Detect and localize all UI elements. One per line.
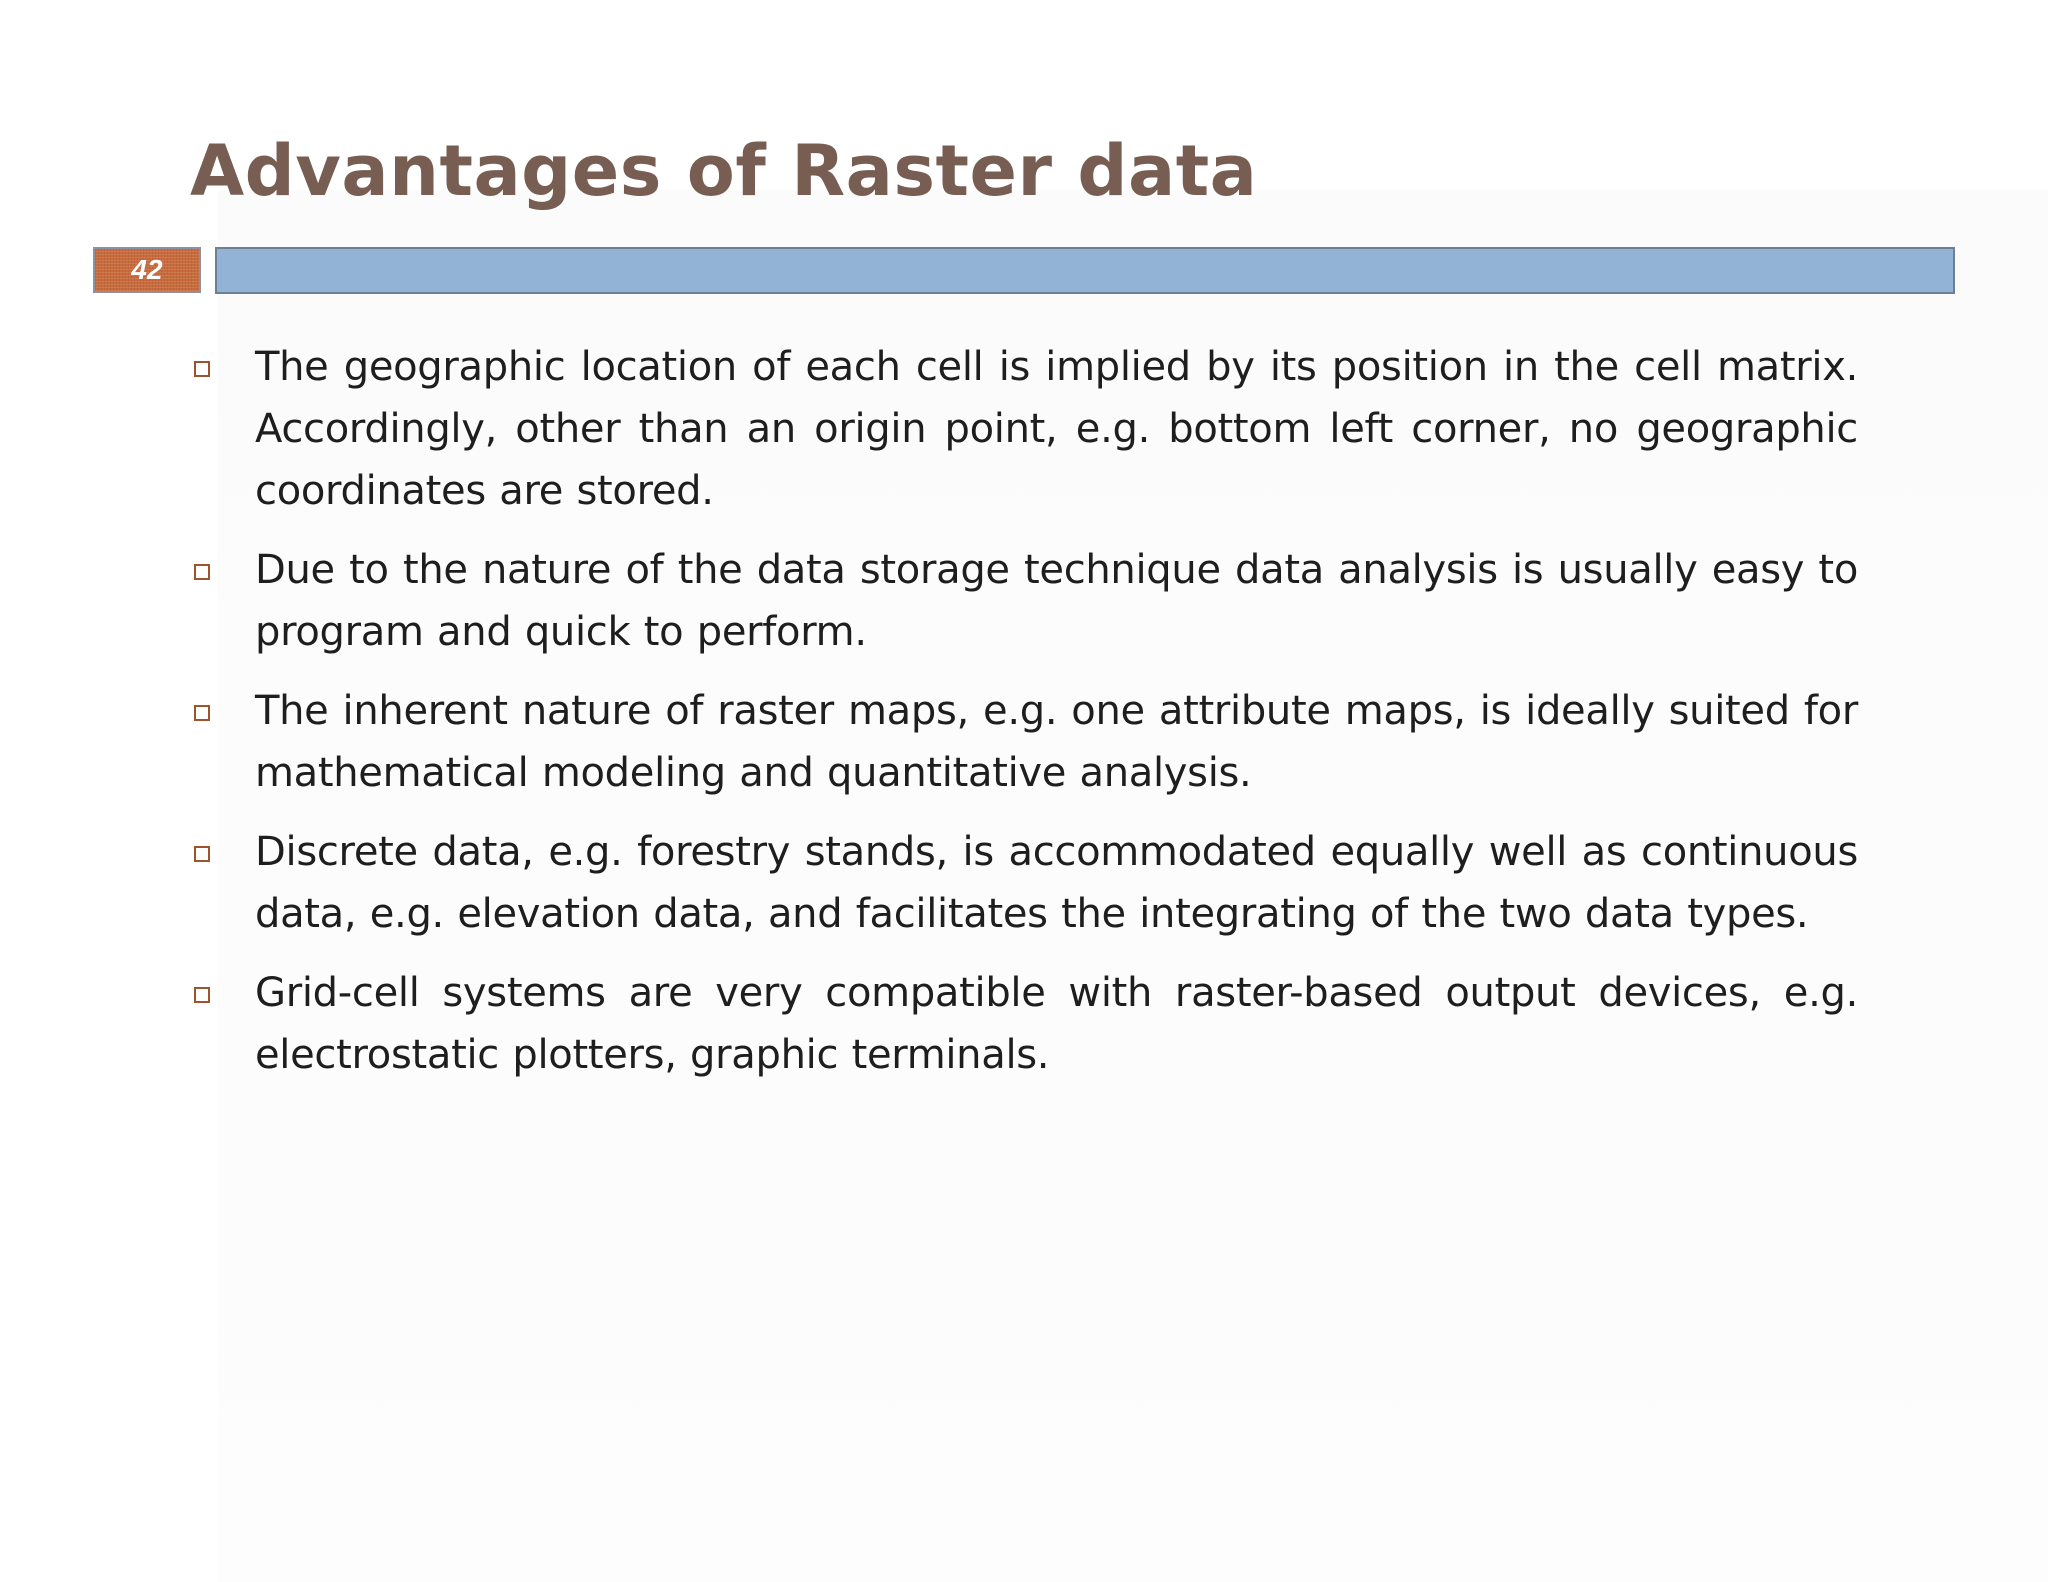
hollow-square-icon <box>194 361 210 377</box>
hollow-square-icon <box>194 564 210 580</box>
bullet-item <box>190 962 1858 1086</box>
bullet-text: The geographic location of each cell is implied by its position in the cell matrix. Accordingly, other than an origin point, e.g. bottom left corner, no geographic coordinates are stored. <box>255 344 1858 514</box>
title-divider-bar <box>215 247 1955 294</box>
hollow-square-icon <box>194 987 210 1003</box>
bullet-item <box>190 336 1858 522</box>
bullet-text: Grid-cell systems are very compatible with raster-based output devices, e.g. electrostatic plotters, graphic terminals. <box>255 970 1858 1078</box>
bullet-list <box>190 336 1858 1103</box>
bullet-text: Discrete data, e.g. forestry stands, is accommodated equally well as continuous data, e.g. elevation data, and facilitates the integrating of the two data types. <box>255 829 1858 937</box>
bullet-item <box>190 821 1858 945</box>
bullet-item <box>190 539 1858 663</box>
hollow-square-icon <box>194 705 210 721</box>
hollow-square-icon <box>194 846 210 862</box>
bullet-text: Due to the nature of the data storage technique data analysis is usually easy to program and quick to perform. <box>255 547 1858 655</box>
page-number-badge: 42 <box>93 247 201 293</box>
slide-title: Advantages of Raster data <box>190 130 1258 212</box>
bullet-item <box>190 680 1858 804</box>
bullet-text: The inherent nature of raster maps, e.g. one attribute maps, is ideally suited for mathematical modeling and quantitative analysis. <box>255 688 1858 796</box>
